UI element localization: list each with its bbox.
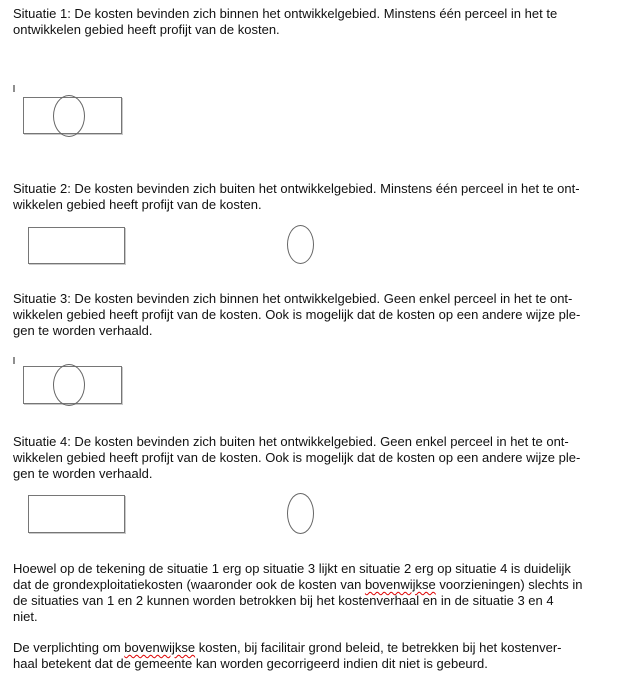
text-run: De verplichting om: [13, 640, 125, 655]
text-run: haal betekent dat de gemeente kan worden gecorrigeerd indien dit niet is gebeurd.: [13, 656, 488, 671]
text-run: gen te worden verhaald.: [13, 323, 153, 338]
misspelled-word: bovenwijkse: [364, 577, 436, 592]
costs-ellipse: [287, 225, 314, 264]
text-run: Situatie 3: De kosten bevinden zich binnen het ontwikkelgebied. Geen enkel perceel in het te ont-: [13, 291, 573, 306]
paragraph-situatie-3: [13, 291, 637, 339]
development-area-rectangle: [28, 495, 125, 533]
diagram-situatie-4: [0, 492, 642, 536]
paragraph-conclusie: [13, 561, 637, 625]
development-area-rectangle: [28, 227, 125, 264]
misspelled-word: bovenwijkse: [124, 640, 196, 655]
diagram-situatie-2: [0, 224, 642, 268]
costs-ellipse: [287, 493, 314, 534]
text-run: wikkelen gebied heeft profijt van de kosten. Ook is mogelijk dat de kosten op een andere wijze ple-: [13, 450, 581, 465]
text-run: voorzieningen) slechts in: [435, 577, 583, 592]
text-run: Situatie 2: De kosten bevinden zich buiten het ontwikkelgebied. Minstens één perceel in het te ont-: [13, 181, 580, 196]
text-run: kosten, bij facilitair grond beleid, te betrekken bij het kostenver-: [195, 640, 562, 655]
text-run: Situatie 4: De kosten bevinden zich buiten het ontwikkelgebied. Geen enkel perceel in het te ont-: [13, 434, 569, 449]
paragraph-verplichting: [13, 640, 637, 672]
paragraph-situatie-4: [13, 434, 637, 482]
text-run: Hoewel op de tekening de situatie 1 erg op situatie 3 lijkt en situatie 2 erg op situatie 4 is duidelijk: [13, 561, 571, 576]
cursor-tick: [13, 85, 15, 92]
text-run: gen te worden verhaald.: [13, 466, 153, 481]
text-run: niet.: [13, 609, 38, 624]
paragraph-situatie-2: [13, 181, 637, 213]
costs-ellipse: [53, 95, 85, 137]
text-run: Situatie 1: De kosten bevinden zich binnen het ontwikkelgebied. Minstens één perceel in het te: [13, 6, 558, 21]
cursor-tick: [13, 357, 15, 364]
text-run: de situaties van 1 en 2 kunnen worden betrokken bij het kostenverhaal en in de situatie 3 en 4: [13, 593, 554, 608]
paragraph-situatie-1: [13, 6, 637, 38]
diagram-situatie-3: [0, 356, 642, 408]
diagram-situatie-1: [0, 84, 642, 140]
text-run: ontwikkelen gebied heeft profijt van de kosten.: [13, 22, 280, 37]
text-run: dat de grondexploitatiekosten (waaronder ook de kosten van: [13, 577, 365, 592]
text-run: wikkelen gebied heeft profijt van de kosten.: [13, 197, 262, 212]
text-run: wikkelen gebied heeft profijt van de kosten. Ook is mogelijk dat de kosten op een andere wijze ple-: [13, 307, 581, 322]
costs-ellipse: [53, 364, 85, 406]
